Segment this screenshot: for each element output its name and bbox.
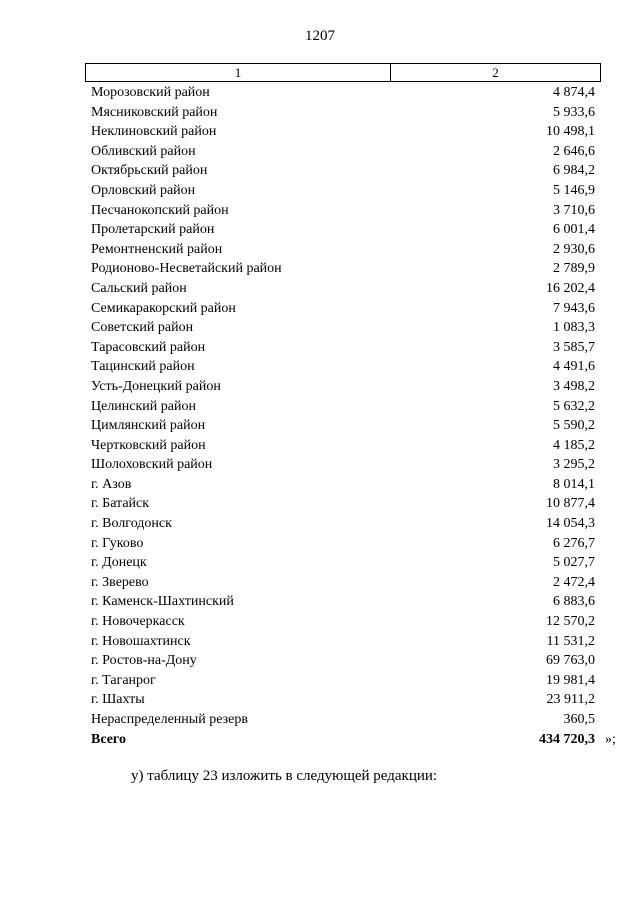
table-row [85,455,601,475]
row-value: 5 027,7 [553,555,595,571]
instruction-text: у) таблицу 23 изложить в следующей редакции: [131,768,438,784]
table-row [85,357,601,377]
table-header-row [85,63,601,82]
table-row [85,142,601,162]
table-total-row [85,730,616,750]
table-row [85,710,601,730]
row-name: г. Каменск-Шахтинский [91,594,234,610]
row-value: 8 014,1 [553,476,595,492]
table-body [85,83,616,749]
row-value: 5 146,9 [553,182,595,198]
data-table [85,63,616,749]
row-name: Родионово-Несветайский район [91,261,282,277]
row-value: 6 984,2 [553,163,595,179]
table-row [85,612,601,632]
row-name: Обливский район [91,143,196,159]
row-name: Чертковский район [91,437,206,453]
row-value: 3 710,6 [553,202,595,218]
table-header-col-2: 2 [492,65,499,80]
row-value: 19 981,4 [546,672,595,688]
closing-quote-mark: »; [605,731,616,747]
row-value: 1 083,3 [553,320,595,336]
row-name: Морозовский район [91,85,210,100]
row-name: г. Азов [91,476,132,492]
row-value: 5 632,2 [553,398,595,414]
table-row [85,318,601,338]
row-name: Советский район [91,320,194,336]
row-value: 4 874,4 [553,85,595,100]
row-value: 6 276,7 [553,535,595,551]
row-value: 4 491,6 [553,359,595,375]
row-value: 6 001,4 [553,222,595,238]
table-row [85,416,601,436]
row-name: Пролетарский район [91,222,215,238]
table-row [85,592,601,612]
row-name: Усть-Донецкий район [91,378,221,394]
table-row [85,514,601,534]
row-name: г. Батайск [91,496,150,512]
row-value: 7 943,6 [553,300,595,316]
table-row [85,279,601,299]
row-value: 3 498,2 [553,378,595,394]
table-row [85,436,601,456]
row-name: Тарасовский район [91,339,206,355]
total-label: Всего [91,731,126,747]
row-name: Сальский район [91,280,187,296]
row-value: 6 883,6 [553,594,595,610]
table-row [85,220,601,240]
page-number: 1207 [305,28,335,44]
row-name: Октябрьский район [91,163,208,179]
row-value: 2 789,9 [553,261,595,277]
row-name: Тацинский район [91,359,195,375]
row-name: Нераспределенный резерв [91,712,248,727]
table-header-col-1: 1 [86,64,391,81]
row-value: 69 763,0 [546,653,595,669]
table-row [85,671,601,691]
table-row [85,299,601,319]
row-name: г. Новошахтинск [91,633,191,649]
row-value: 3 585,7 [553,339,595,355]
table-row [85,397,601,417]
table-row [85,83,601,103]
table-row [85,201,601,221]
row-name: Цимлянский район [91,418,206,434]
row-value: 360,5 [563,712,595,727]
table-row [85,161,601,181]
row-name: Неклиновский район [91,124,217,140]
table-row [85,494,601,514]
row-value: 10 877,4 [546,496,595,512]
table-row [85,573,601,593]
table-row [85,690,601,710]
row-name: г. Ростов-на-Дону [91,653,197,669]
row-value: 10 498,1 [546,124,595,140]
row-name: Семикаракорский район [91,300,236,316]
row-value: 4 185,2 [553,437,595,453]
row-value: 5 933,6 [553,104,595,120]
table-row [85,553,601,573]
table-row [85,122,601,142]
row-name: г. Гуково [91,535,144,551]
table-row [85,240,601,260]
table-row [85,377,601,397]
row-value: 2 646,6 [553,143,595,159]
row-name: Орловский район [91,182,196,198]
row-value: 2 930,6 [553,241,595,257]
row-name: г. Донецк [91,555,147,571]
row-value: 16 202,4 [546,280,595,296]
row-name: Мясниковский район [91,104,218,120]
total-value: 434 720,3 [539,731,595,747]
table-row [85,534,601,554]
table-row [85,181,601,201]
row-name: г. Шахты [91,692,145,708]
row-name: Песчанокопский район [91,202,229,218]
row-name: г. Таганрог [91,672,156,688]
row-name: г. Новочеркасск [91,614,185,630]
table-row [85,103,601,123]
row-value: 2 472,4 [553,574,595,590]
row-name: г. Зверево [91,574,149,590]
row-name: Ремонтненский район [91,241,223,257]
row-value: 11 531,2 [546,633,595,649]
row-name: г. Волгодонск [91,516,172,532]
table-row [85,632,601,652]
table-row [85,651,601,671]
table-row [85,338,601,358]
row-value: 14 054,3 [546,516,595,532]
row-value: 5 590,2 [553,418,595,434]
row-name: Шолоховский район [91,457,213,473]
row-value: 3 295,2 [553,457,595,473]
row-value: 23 911,2 [546,692,595,708]
table-row [85,259,601,279]
table-row [85,475,601,495]
row-name: Целинский район [91,398,196,414]
row-value: 12 570,2 [546,614,595,630]
